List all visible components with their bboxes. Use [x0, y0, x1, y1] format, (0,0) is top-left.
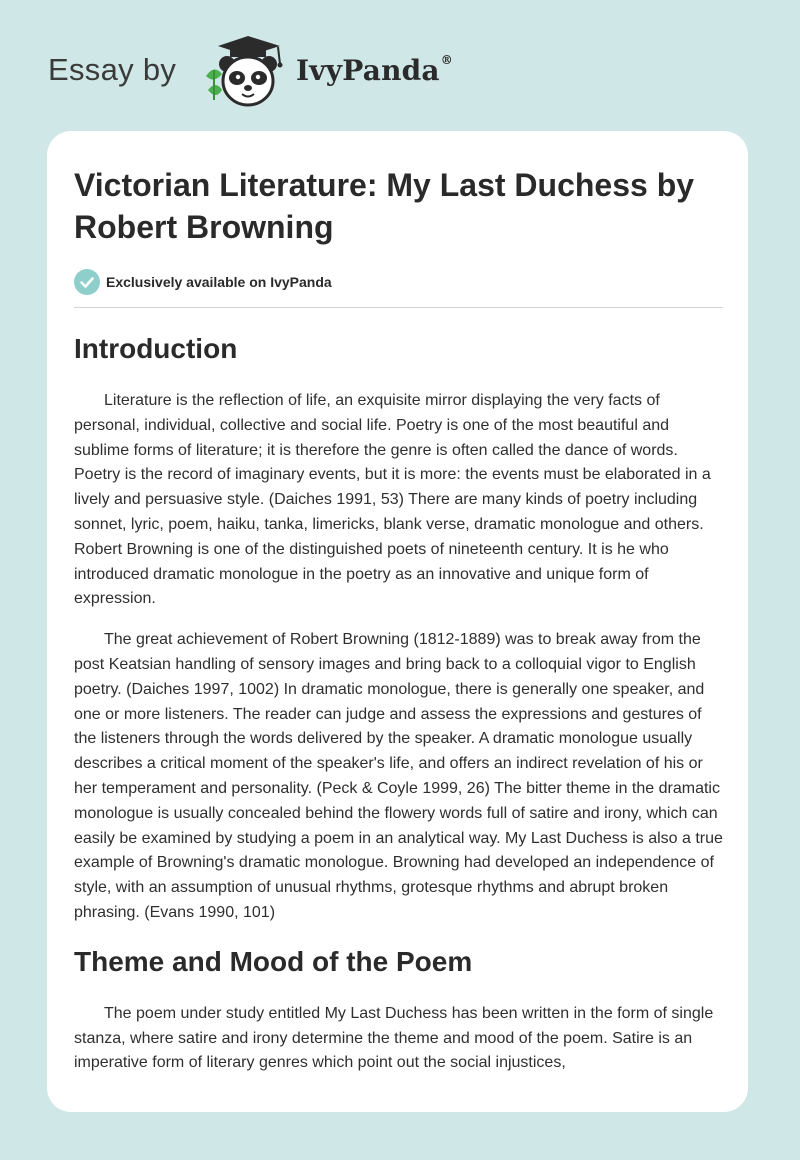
registered-mark: ® — [440, 52, 453, 67]
page-title: Victorian Literature: My Last Duchess by Robert Browning — [74, 167, 695, 245]
exclusive-badge — [74, 269, 724, 295]
section-heading-introduction: Introduction — [74, 333, 238, 364]
paragraph: Literature is the reflection of life, an exquisite mirror displaying the very facts of personal, individual, collective and social life. Poetry is one of the most beautiful and sublime forms of literature; it is therefore the genre is often called the dance of words. Poetry is the record of imaginary events, but it is more: the events must be elaborated in a lively and persuasive style. (Daiches 1991, 53) There are many kinds of poetry including sonnet, lyric, poem, haiku, tanka, limericks, blank verse, dramatic monologue and others. Robert Browning is one of the distinguished poets of nineteenth century. It is he who introduced dramatic monologue in the poetry as an innovative and unique form of expression. — [74, 392, 711, 608]
paragraph: The poem under study entitled My Last Duchess has been written in the form of single stanza, where satire and irony determine the theme and mood of the poem. Satire is an imperative form of literary genres which point out the social injustices, — [74, 1004, 714, 1072]
divider — [74, 307, 723, 308]
site-header — [0, 0, 800, 130]
panda-graduation-cap-icon[interactable] — [200, 34, 296, 110]
essay-by-label: Essay by — [48, 52, 177, 87]
paragraph: The great achievement of Robert Browning (1812-1889) was to break away from the post Keatsian handling of sensory images and bring back to a colloquial vigor to English poetry. (Daiches 1997, 1002) In dramatic monologue, there is generally one speaker, and one or more listeners. The reader can judge and assess the expressions and gestures of the listeners through the words delivered by the speaker. A dramatic monologue usually describes a critical moment of the speaker's life, and offers an indirect revelation of his or her temperament and personality. (Peck & Coyle 1999, 26) The bitter theme in the dramatic monologue is usually concealed behind the flowery words full of satire and irony, which can easily be examined by studying a poem in an analytical way. My Last Duchess is also a true example of Browning's dramatic monologue. Browning had developed an independence of style, with an assumption of unusual rhythms, grotesque rhythms and abrupt broken phrasing. (Evans 1990, 101) — [74, 631, 723, 921]
essay-card — [47, 131, 748, 1112]
brand-name-text: IvyPanda — [296, 54, 440, 87]
check-circle-icon — [74, 269, 100, 295]
section-heading-theme-and-mood: Theme and Mood of the Poem — [74, 945, 473, 977]
essay-content — [74, 131, 724, 1076]
exclusive-badge-text: Exclusively available on IvyPanda — [106, 274, 332, 290]
brand-name[interactable] — [296, 54, 453, 87]
